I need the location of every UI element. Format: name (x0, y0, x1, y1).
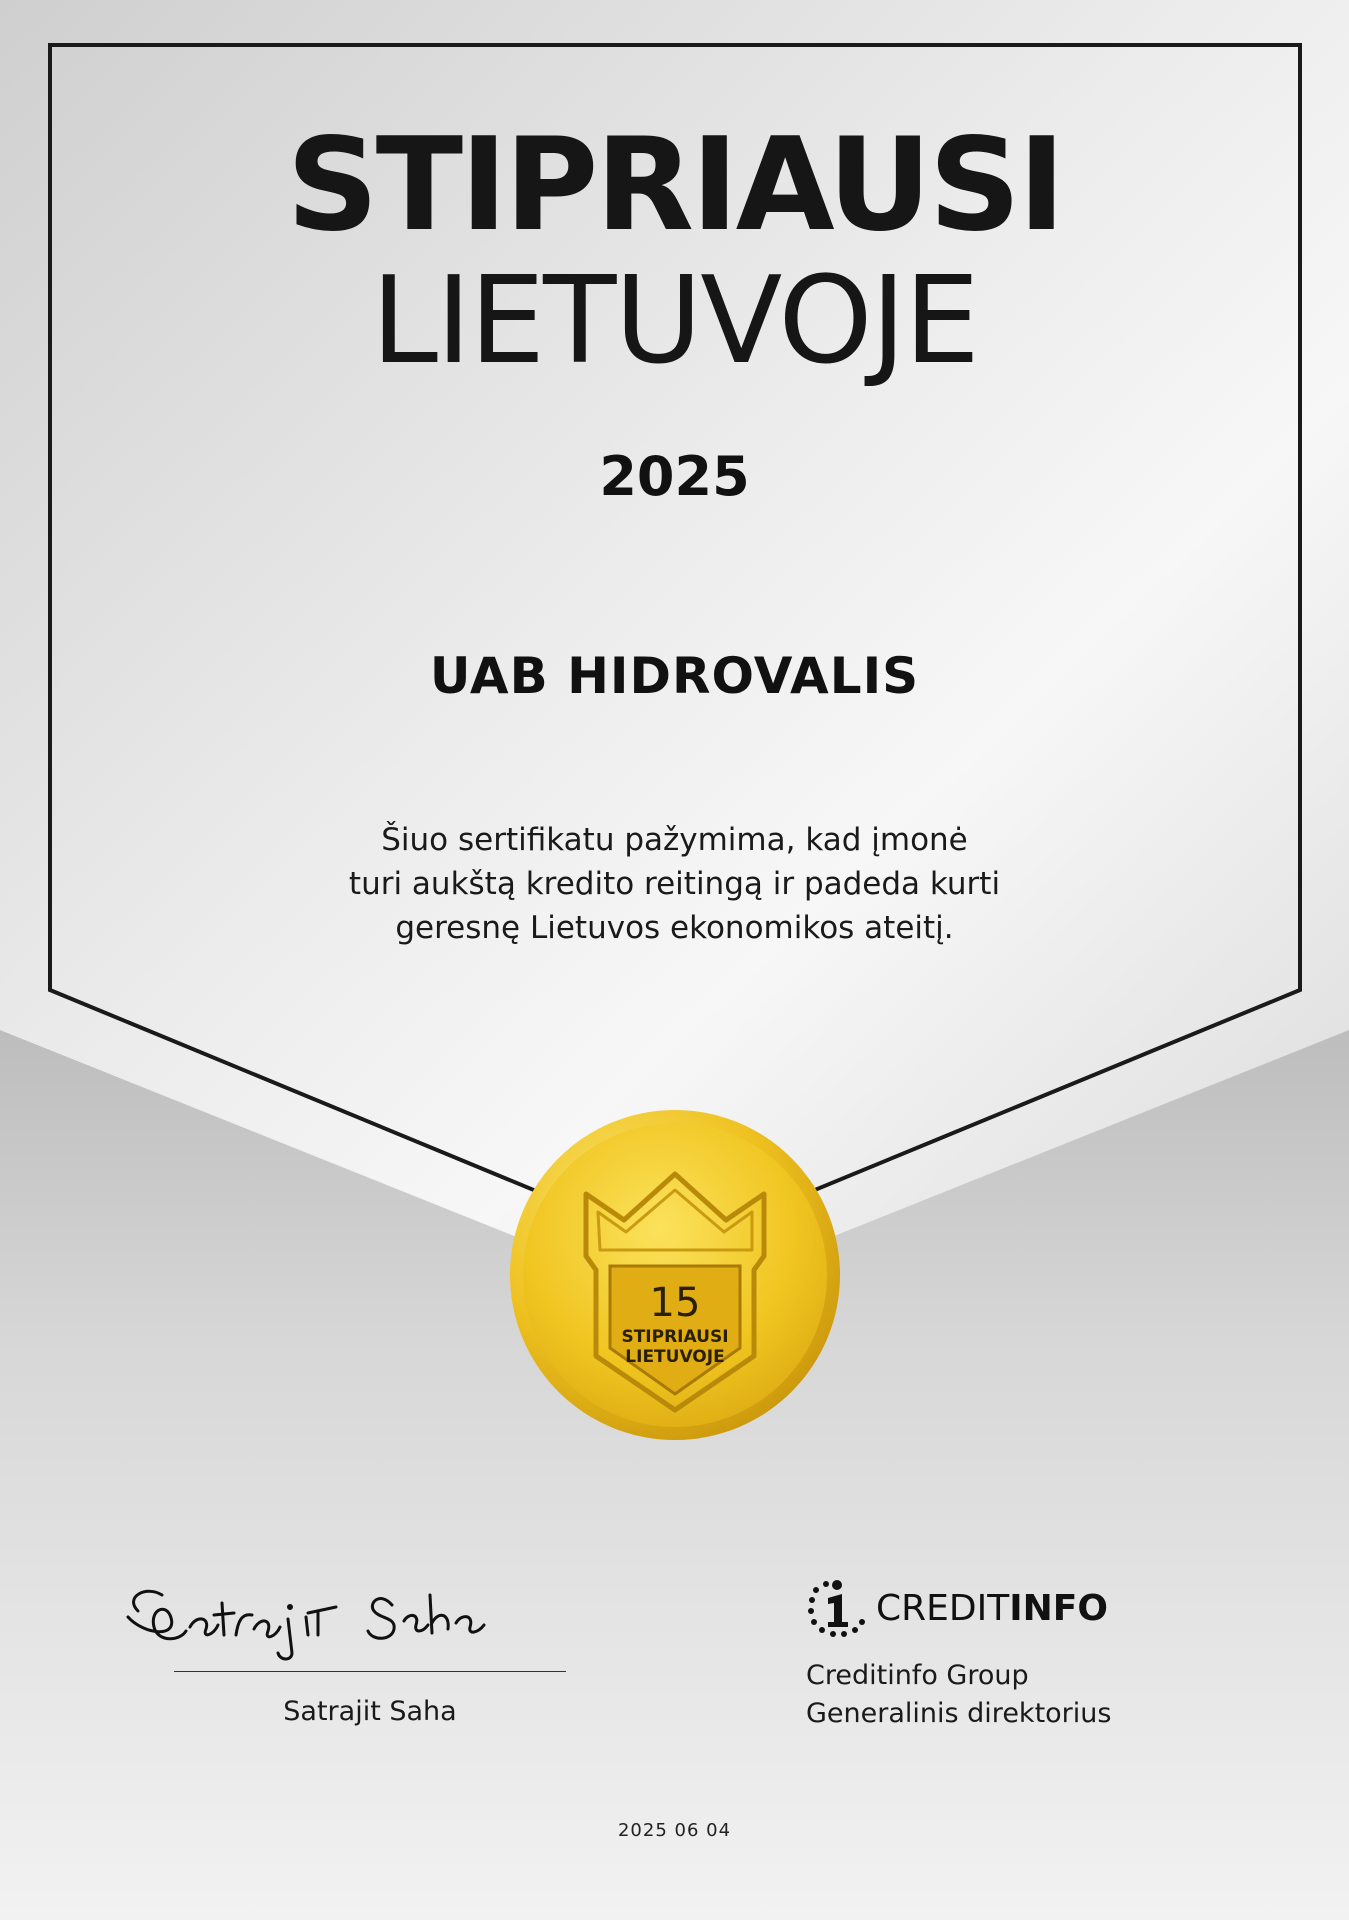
statement-line: geresnę Lietuvos ekonomikos ateitį. (395, 910, 954, 946)
signature-line (174, 1671, 566, 1672)
org-line: Creditinfo Group (806, 1660, 1029, 1691)
title-line-2: LIETUVOJE (371, 252, 978, 391)
issuer-organization (806, 1657, 1111, 1733)
company-name: UAB HIDROVALIS (429, 647, 920, 705)
logo-text-bold: INFO (1009, 1587, 1108, 1629)
signer-name: Satrajit Saha (283, 1696, 457, 1727)
certificate-date: 2025 06 04 (617, 1820, 732, 1841)
title-line-1: STIPRIAUSI (286, 111, 1063, 260)
logo-text-light: CREDIT (876, 1587, 1010, 1629)
badge-number: 15 (649, 1280, 701, 1326)
handwritten-signature (110, 1555, 600, 1665)
org-line: Generalinis direktorius (806, 1698, 1112, 1729)
creditinfo-wordmark (876, 1588, 1108, 1629)
award-year: 2025 (599, 445, 750, 508)
statement-line: turi aukštą kredito reitingą ir padeda kurti (348, 866, 1001, 902)
creditinfo-logo-icon (806, 1578, 872, 1638)
badge-line-1: STIPRIAUSI (621, 1327, 729, 1347)
certificate-statement (0, 818, 1349, 950)
statement-line: Šiuo sertifikatu pažymima, kad įmonė (381, 822, 968, 858)
badge-line-2: LIETUVOJE (625, 1347, 725, 1367)
creditinfo-logo (806, 1578, 1108, 1638)
gold-crown-shield-medal-icon (508, 1108, 842, 1442)
